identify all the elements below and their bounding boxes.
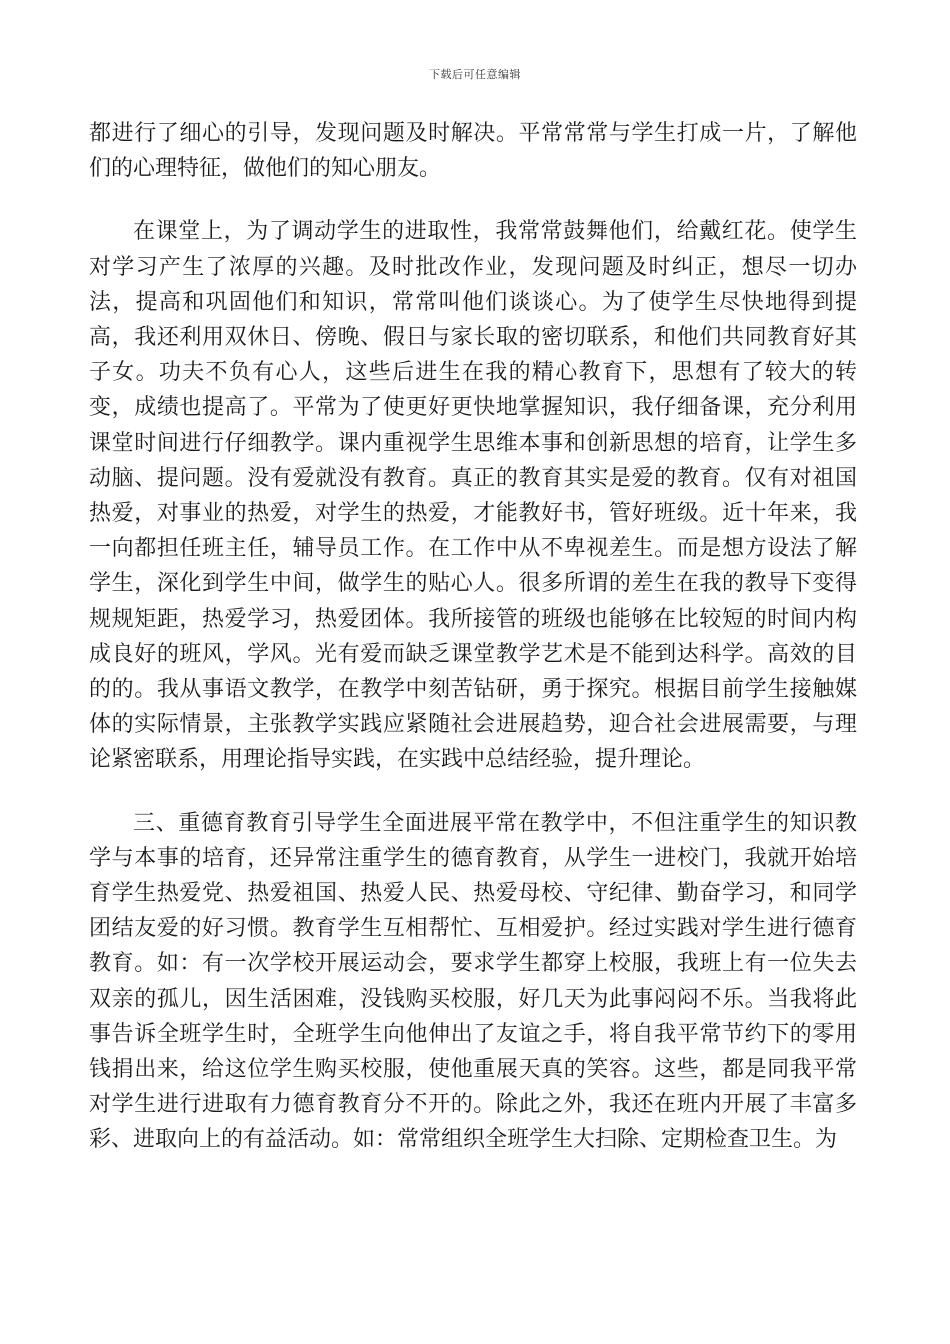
paragraph-2: 在课堂上，为了调动学生的进取性，我常常鼓舞他们，给戴红花。使学生对学习产生了浓厚的兴趣。及时批改作业，发现问题及时纠正，想尽一切办法，提高和巩固他们和知识，常常叫他们谈谈心。为了使学生尽快地得到提高，我还利用双休日、傍晚、假日与家长取的密切联系，和他们共同教育好其子女。功夫不负有心人，这些后进生在我的精心教育下，思想有了较大的转变，成绩也提高了。平常为了使更好更快地掌握知识，我仔细备课，充分利用课堂时间进行仔细教学。课内重视学生思维本事和创新思想的培育，让学生多动脑、提问题。没有爱就没有教育。真正的教育其实是爱的教育。仅有对祖国热爱，对事业的热爱，对学生的热爱，才能教好书，管好班级。近十年来，我一向都担任班主任，辅导员工作。在工作中从不卑视差生。而是想方设法了解学生，深化到学生中间，做学生的贴心人。很多所谓的差生在我的教导下变得规规矩距，热爱学习，热爱团体。我所接管的班级也能够在比较短的时间内构成良好的班风，学风。光有爱而缺乏课堂教学艺术是不能到达科学。高效的目的的。我从事语文教学，在教学中刻苦钻研，勇于探究。根据目前学生接触媒体的实际情景，主张教学实践应紧随社会进展趋势，迎合社会进展需要，与理论紧密联系，用理论指导实践，在实践中总结经验，提升理论。 bbox=[89, 219, 857, 773]
paragraph-3: 三、重德育教育引导学生全面进展平常在教学中，不但注重学生的知识教学与本事的培育，还异常注重学生的德育教育，从学生一进校门，我就开始培育学生热爱党、热爱祖国、热爱人民、热爱母校、守纪律、勤奋学习，和同学团结友爱的好习惯。教育学生互相帮忙、互相爱护。经过实践对学生进行德育教育。如：有一次学校开展运动会，要求学生都穿上校服，我班上有一位失去双亲的孤儿，因生活困难，没钱购买校服，好几天为此事闷闷不乐。当我将此事告诉全班学生时，全班学生向他伸出了友谊之手，将自我平常节约下的零用钱捐出来，给这位学生购买校服，使他重展天真的笑容。这些，都是同我平常对学生进行进取有力德育教育分不开的。除此之外，我还在班内开展了丰富多彩、进取向上的有益活动。如：常常组织全班学生大扫除、定期检查卫生。为 bbox=[89, 810, 857, 1153]
paragraph-1: 都进行了细心的引导，发现问题及时解决。平常常常与学生打成一片，了解他们的心理特征，做他们的知心朋友。 bbox=[89, 121, 857, 182]
page-header-note: 下载后可任意编辑 bbox=[429, 68, 521, 81]
document-body bbox=[89, 116, 857, 1186]
